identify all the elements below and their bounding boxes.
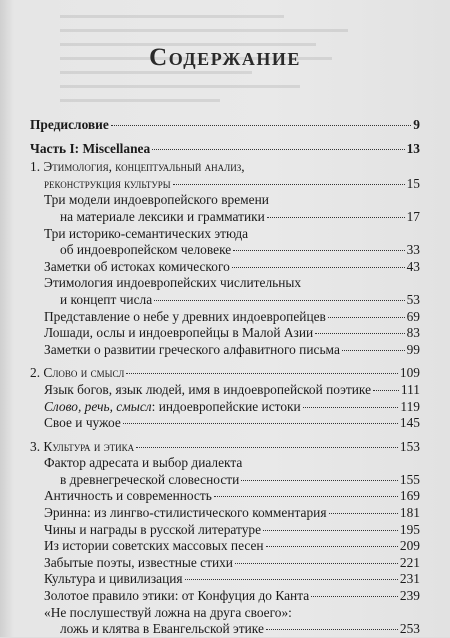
toc-entry-label: Свое и чужое — [44, 415, 121, 431]
toc-page-number: 15 — [406, 175, 420, 191]
leader-dots — [214, 495, 398, 497]
leader-dots — [311, 595, 398, 597]
toc-entry — [30, 399, 420, 416]
toc-entry-line1: Три модели индоевропейского времени — [44, 192, 269, 208]
toc-entry-preface — [30, 117, 420, 134]
toc-entry-label — [44, 399, 301, 416]
toc-page-number: 231 — [399, 571, 420, 587]
toc-page-number: 109 — [399, 365, 420, 381]
table-of-contents — [30, 117, 420, 638]
toc-entry — [30, 522, 420, 539]
leader-dots — [267, 216, 405, 218]
leader-dots — [329, 512, 398, 514]
toc-entry — [30, 259, 420, 276]
toc-entry — [30, 325, 420, 342]
leader-dots — [266, 545, 398, 547]
page-title: Содержание — [149, 44, 301, 71]
toc-page-number: 111 — [400, 381, 420, 397]
toc-entry-label: Чины и награды в русской литературе — [44, 521, 262, 537]
toc-entry-label: 2. Слово и смысл — [30, 365, 125, 381]
toc-entry — [30, 555, 420, 572]
toc-page-number: 209 — [399, 538, 420, 554]
leader-dots — [173, 183, 405, 185]
leader-dots — [185, 578, 398, 580]
leader-dots — [342, 349, 405, 351]
toc-entry — [30, 538, 420, 555]
toc-entry — [30, 621, 420, 638]
toc-entry — [30, 472, 420, 489]
toc-entry-line1: Фактор адресата и выбор диалекта — [44, 455, 243, 471]
toc-entry — [30, 571, 420, 588]
leader-dots — [126, 372, 398, 374]
leader-dots — [154, 299, 404, 301]
toc-entry — [30, 488, 420, 505]
toc-entry — [30, 342, 420, 359]
toc-page-number: 153 — [399, 438, 420, 454]
toc-page-number: 169 — [399, 488, 420, 504]
toc-entry-part-1 — [30, 141, 420, 158]
toc-entry-label: Заметки о развитии греческого алфавитного письма — [44, 341, 340, 357]
leader-dots — [232, 266, 405, 268]
toc-entry-label: Заметки об истоках комического — [44, 258, 230, 274]
toc-page-number: 9 — [413, 117, 420, 132]
leader-dots — [328, 316, 405, 318]
toc-entry-label: реконструкция культуры — [44, 176, 171, 191]
toc-entry-label: ложь и клятва в Евангельской этике — [60, 621, 264, 637]
toc-entry-label: Культура и цивилизация — [44, 571, 183, 587]
leader-dots — [266, 628, 398, 630]
toc-entry-rest: : индоевропейские истоки — [151, 398, 301, 414]
toc-section-1 — [30, 176, 420, 193]
toc-entry-italic-part: Слово, речь, смысл — [44, 398, 152, 414]
leader-dots — [241, 479, 398, 481]
toc-entry-label: на материале лексики и грамматики — [60, 208, 265, 224]
toc-page-number: 181 — [399, 505, 420, 521]
toc-page-number: 33 — [406, 242, 420, 258]
toc-page-number: 13 — [406, 140, 420, 156]
toc-entry — [30, 382, 420, 399]
leader-dots — [111, 124, 411, 126]
leader-dots — [136, 446, 398, 448]
toc-entry-line1: Три историко-семантических этюда — [44, 225, 249, 241]
toc-entry-label: Предисловие — [30, 117, 109, 132]
toc-entry-label: Язык богов, язык людей, имя в индоевропейской поэтике — [44, 381, 372, 397]
toc-entry-label: 3. Культура и этика — [30, 438, 135, 454]
toc-page-number: 195 — [399, 521, 420, 537]
toc-page-number: 239 — [399, 588, 420, 604]
toc-entry-label: в древнегреческой словесности — [60, 471, 240, 487]
toc-page-number: 43 — [406, 258, 420, 274]
leader-dots — [233, 249, 404, 251]
toc-entry-label: Лошади, ослы и индоевропейцы в Малой Азии — [44, 325, 314, 341]
toc-entry-label: Эринна: из лингво-стилистического комментария — [44, 505, 327, 521]
leader-dots — [152, 148, 404, 150]
toc-entry-line1: «Не послушествуй ложна на друга своего»: — [44, 604, 292, 620]
toc-entry-label: Часть I: Miscellanea — [30, 140, 151, 156]
toc-entry — [30, 415, 420, 432]
toc-entry-label: об индоевропейском человеке — [60, 242, 232, 258]
toc-page-number: 253 — [399, 621, 420, 637]
leader-dots — [263, 529, 398, 531]
toc-entry-label: Из истории советских массовых песен — [44, 538, 264, 554]
toc-page-number: 221 — [399, 554, 420, 570]
toc-page-number: 155 — [399, 471, 420, 487]
toc-page-number: 145 — [399, 415, 420, 431]
toc-page-number: 119 — [400, 398, 420, 414]
toc-entry-label: Представление о небе у древних индоевропейцев — [44, 308, 326, 324]
toc-entry — [30, 242, 420, 259]
toc-entry-line1: Этимология индоевропейских числительных — [44, 275, 302, 291]
toc-entry-label: Античность и современность — [44, 488, 212, 504]
toc-page-number: 83 — [406, 325, 420, 341]
toc-entry-label: Золотое правило этики: от Конфуция до Канта — [44, 588, 310, 604]
leader-dots — [373, 389, 399, 391]
toc-entry — [30, 505, 420, 522]
toc-entry-label: и концепт числа — [60, 291, 153, 307]
toc-page-number: 53 — [406, 291, 420, 307]
toc-page-number: 17 — [406, 208, 420, 224]
toc-entry — [30, 309, 420, 326]
toc-entry — [30, 209, 420, 226]
leader-dots — [303, 406, 399, 408]
toc-page-number: 99 — [406, 341, 420, 357]
leader-dots — [123, 422, 398, 424]
toc-section-1-line1: 1. Этимология, концептуальный анализ, — [30, 159, 245, 175]
toc-page-number: 69 — [406, 308, 420, 324]
leader-dots — [315, 332, 404, 334]
toc-entry — [30, 588, 420, 605]
leader-dots — [235, 562, 398, 564]
toc-section-2 — [30, 365, 420, 382]
toc-entry-label: Забытые поэты, известные стихи — [44, 554, 233, 570]
toc-entry — [30, 292, 420, 309]
toc-section-3 — [30, 439, 420, 456]
